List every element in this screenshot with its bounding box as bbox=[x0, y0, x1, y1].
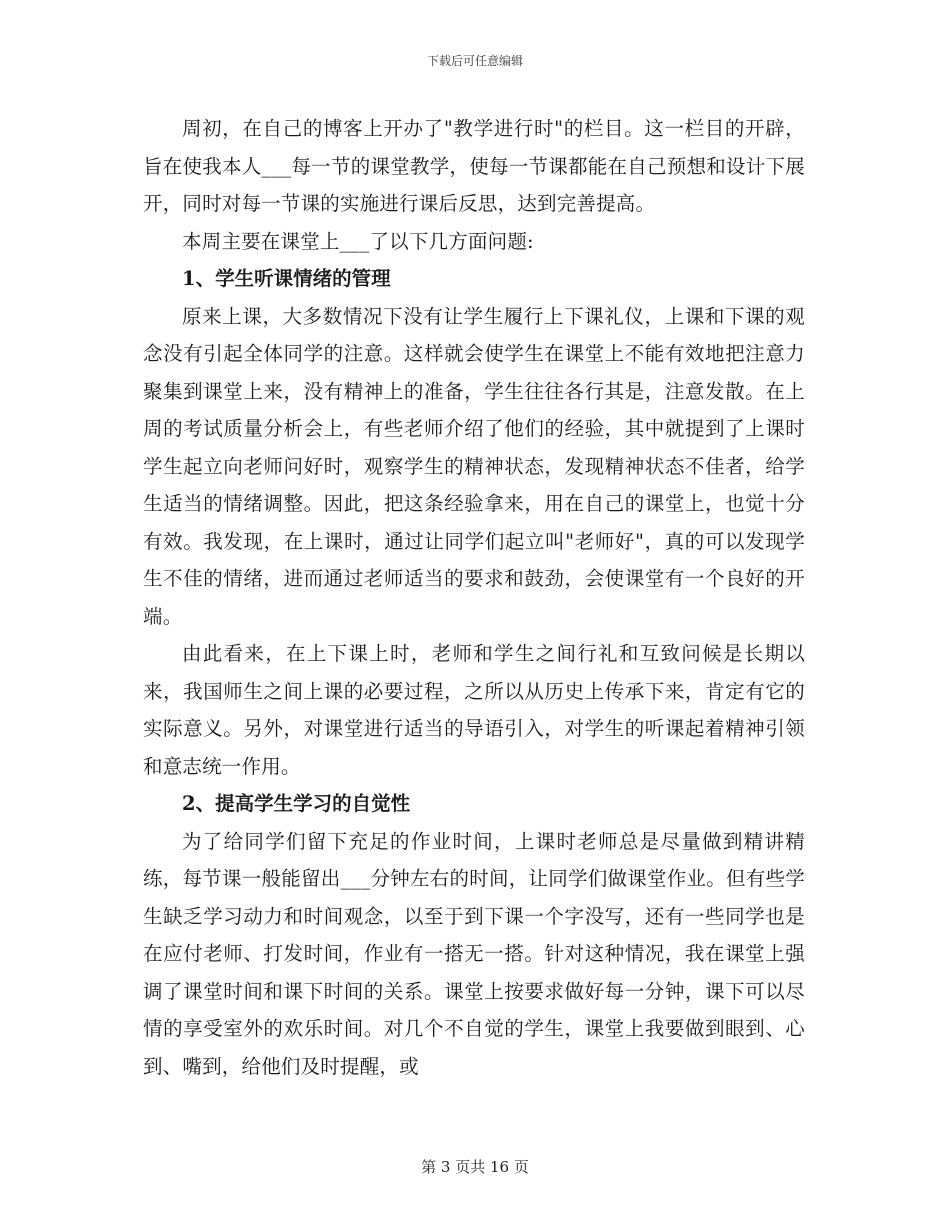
paragraph-summary: 本周主要在课堂上___了以下几方面问题: bbox=[182, 229, 534, 253]
paragraph-section2: 为了给同学们留下充足的作业时间，上课时老师总是尽量做到精讲精练，每节课一般能留出___分钟左右的时间，让同学们做课堂作业。但有些学生缺乏学习动力和时间观念，以至于到下课一个字没写，还有一些同学也是在应付老师、打发时间，作业有一搭无一搭。针对这种情况，我在课堂上强调了课堂时间和课下时间的关系。课堂上按要求做好每一分钟，课下可以尽情的享受室外的欢乐时间。对几个不自觉的学生，课堂上我要做到眼到、心到、嘴到，给他们及时提醒，或 bbox=[143, 829, 805, 1078]
section-heading-2: 2、提高学生学习的自觉性 bbox=[182, 792, 411, 815]
document-body bbox=[143, 110, 805, 1085]
header-note: 下载后可任意编辑 bbox=[426, 54, 523, 68]
paragraph-section1-a: 原来上课，大多数情况下没有让学生履行上下课礼仪，上课和下课的观念没有引起全体同学的注意。这样就会使学生在课堂上不能有效地把注意力聚集到课堂上来，没有精神上的准备，学生往往各行其是，注意发散。在上周的考试质量分析会上，有些老师介绍了他们的经验，其中就提到了上课时学生起立向老师问好时，观察学生的精神状态，发现精神状态不佳者，给学生适当的情绪调整。因此，把这条经验拿来，用在自己的课堂上，也觉十分有效。我发现，在上课时，通过让同学们起立叫"老师好"，真的可以发现学生不佳的情绪，进而通过老师适当的要求和鼓劲，会使课堂有一个良好的开端。 bbox=[143, 304, 805, 628]
paragraph-section1-b: 由此看来，在上下课上时，老师和学生之间行礼和互致问候是长期以来，我国师生之间上课的必要过程，之所以从历史上传承下来，肯定有它的实际意义。另外，对课堂进行适当的导语引入，对学生的听课起着精神引领和意志统一作用。 bbox=[143, 642, 805, 778]
page-number: 第 3 页共 16 页 bbox=[421, 1158, 529, 1176]
paragraph-intro: 周初，在自己的博客上开办了"教学进行时"的栏目。这一栏目的开辟，旨在使我本人___每一节的课堂教学，使每一节课都能在自己预想和设计下展开，同时对每一节课的实施进行课后反思，达到完善提高。 bbox=[143, 117, 805, 215]
section-heading-1: 1、学生听课情绪的管理 bbox=[182, 267, 391, 290]
